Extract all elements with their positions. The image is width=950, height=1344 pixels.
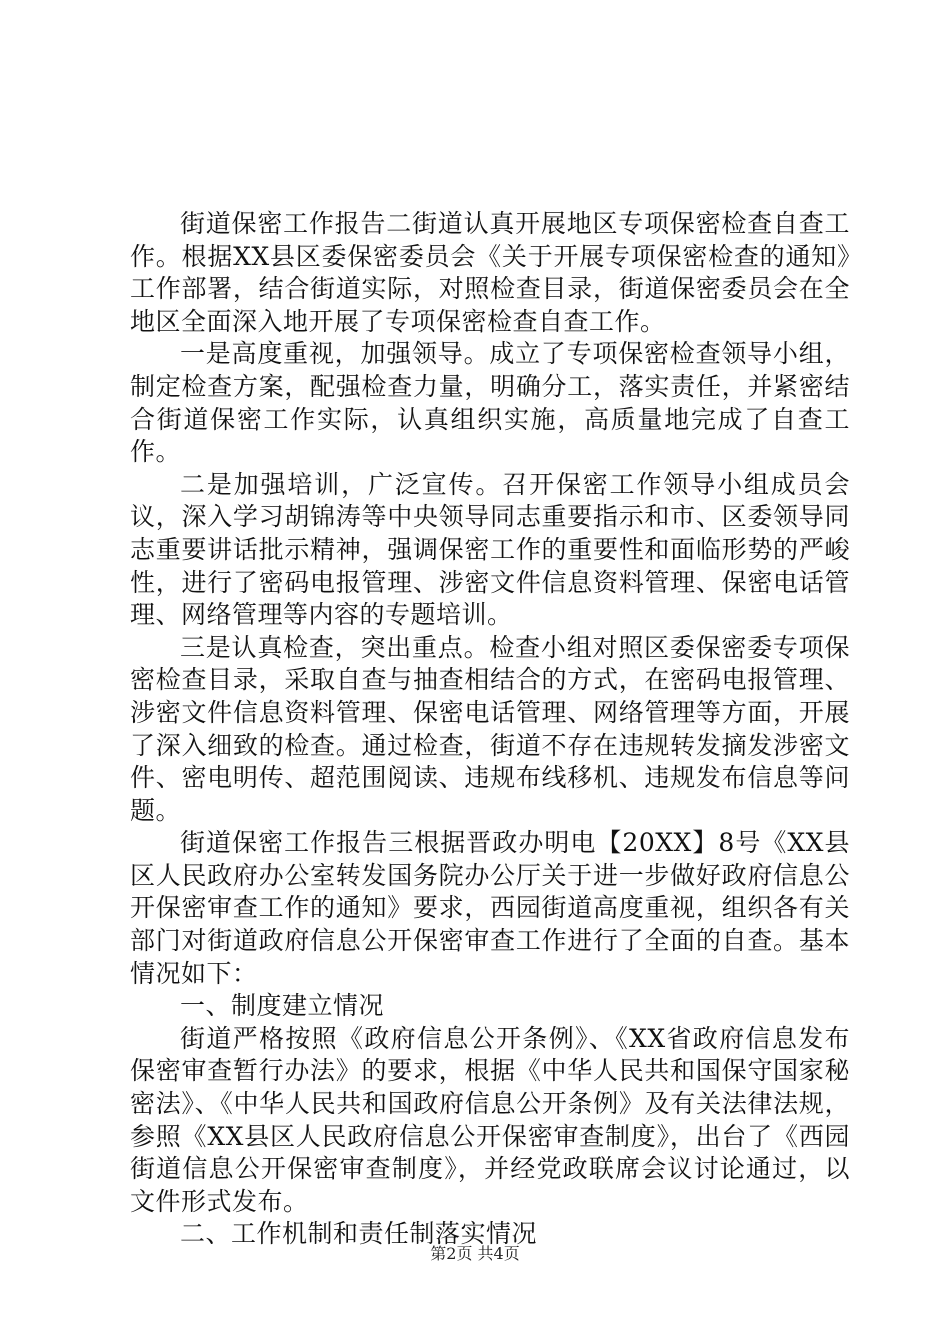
section-heading-system: 一、制度建立情况 bbox=[180, 991, 385, 1021]
document-body bbox=[130, 208, 850, 1251]
paragraph-point-two: 二是加强培训，广泛宣传。召开保密工作领导小组成员会议，深入学习胡锦涛等中央领导同志重要指示和市、区委领导同志重要讲话批示精神，强调保密工作的重要性和面临形势的严峻性，进行了密码电报管理、涉密文件信息资料管理、保密电话管理、网络管理等内容的专题培训。 bbox=[130, 469, 850, 630]
page-footer bbox=[0, 1244, 950, 1264]
paragraph-system-details: 街道严格按照《政府信息公开条例》、《XX省政府信息发布保密审查暂行办法》的要求，根据《中华人民共和国保守国家秘密法》、《中华人民共和国政府信息公开条例》及有关法律法规，参照《XX县区人民政府信息公开保密审查制度》，出台了《西园街道信息公开保密审查制度》，并经党政联席会议讨论通过，以文件形式发布。 bbox=[130, 1023, 850, 1216]
paragraph-point-three: 三是认真检查，突出重点。检查小组对照区委保密委专项保密检查目录，采取自查与抽查相结合的方式，在密码电报管理、涉密文件信息资料管理、保密电话管理、网络管理等方面，开展了深入细致的检查。通过检查，街道不存在违规转发摘发涉密文件、密电明传、超范围阅读、违规布线移机、违规发布信息等问题。 bbox=[130, 632, 850, 825]
section-heading-mechanism: 二、工作机制和责任制落实情况 bbox=[180, 1219, 538, 1249]
paragraph-report-three-intro: 街道保密工作报告三根据晋政办明电【20XX】8号《XX县区人民政府办公室转发国务院办公厅关于进一步做好政府信息公开保密审查工作的通知》要求，西园街道高度重视，组织各有关部门对街道政府信息公开保密审查工作进行了全面的自查。基本情况如下： bbox=[130, 828, 850, 988]
paragraph-point-one: 一是高度重视，加强领导。成立了专项保密检查领导小组，制定检查方案，配强检查力量，明确分工，落实责任，并紧密结合街道保密工作实际，认真组织实施，高质量地完成了自查工作。 bbox=[130, 339, 850, 467]
paragraph-report-two-intro: 街道保密工作报告二街道认真开展地区专项保密检查自查工作。根据XX县区委保密委员会《关于开展专项保密检查的通知》工作部署，结合街道实际，对照检查目录，街道保密委员会在全地区全面深入地开展了专项保密检查自查工作。 bbox=[130, 209, 850, 336]
page-number: 第2页 共4页 bbox=[430, 1244, 520, 1263]
